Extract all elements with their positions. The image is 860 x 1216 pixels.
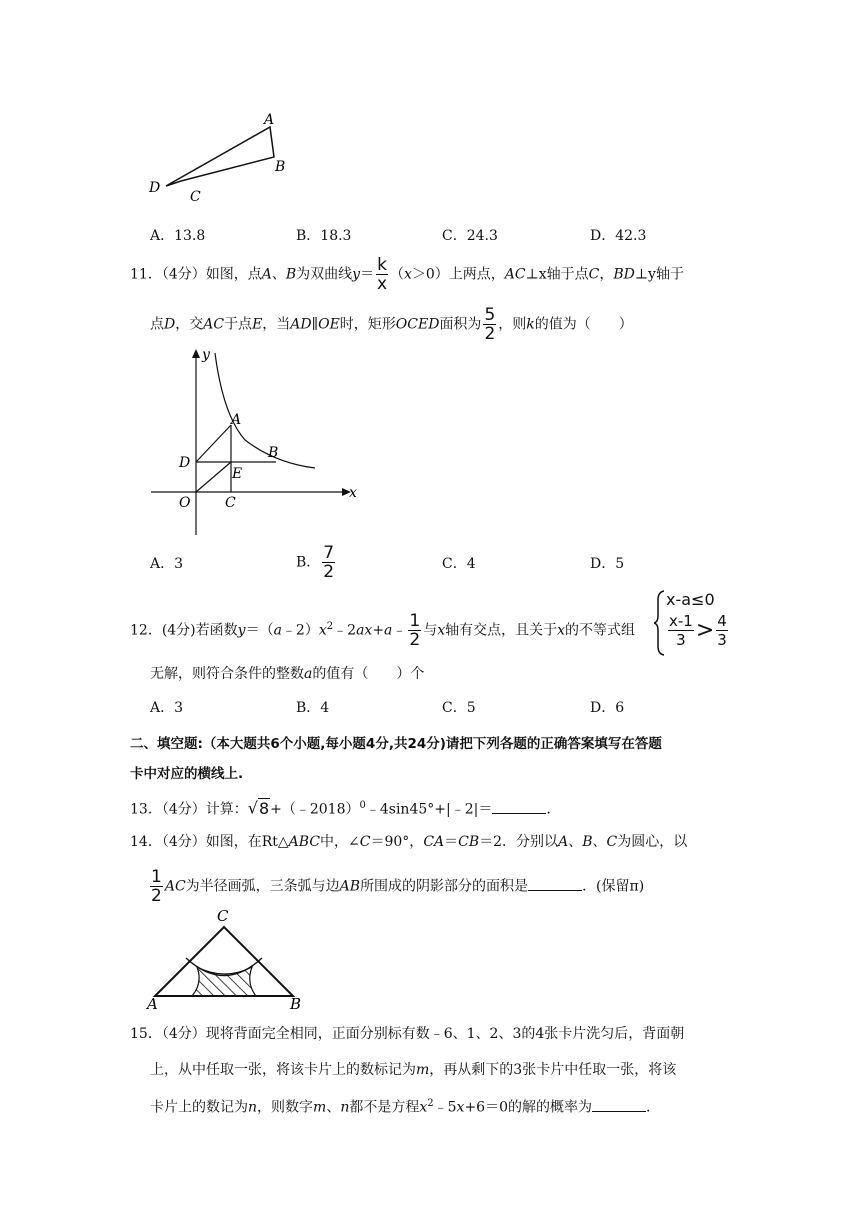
q11-text: 、: [271, 266, 286, 283]
q14-text: ．(保留π): [582, 878, 645, 895]
q11-fraction-k-over-x: [376, 256, 388, 293]
q11-frac-den: 2: [484, 324, 496, 344]
q14-label-a: A: [147, 995, 158, 1013]
q15-text: 上，从中任取一张，将该卡片上的数标记为: [150, 1062, 416, 1078]
q10-option-d: D．42.3: [590, 228, 647, 244]
q12-superscript: 2: [326, 620, 334, 632]
q11-point-c: C: [588, 266, 600, 283]
q11-stem-line2: [150, 306, 633, 343]
q11-stem-line1: [130, 256, 684, 293]
q12-frac-den: 2: [409, 630, 421, 650]
q14-var: CA: [423, 834, 445, 850]
q12-frac-den: 3: [717, 631, 727, 649]
q11-line-oe: [196, 462, 231, 492]
q12-option-a: A．3: [150, 700, 184, 716]
q11-frac-den: 2: [323, 562, 335, 582]
q10-figure: [140, 108, 300, 208]
q11-option-b-label: B．: [296, 554, 321, 571]
q12-text: 12．(4分)若函数: [130, 622, 238, 639]
q11-option-a: A．3: [150, 556, 184, 572]
q14-text: 为圆心，以: [617, 834, 688, 850]
q14-text: ＝2．分别以: [479, 834, 559, 850]
q12-text: ＝（: [245, 622, 274, 639]
q12-var: y: [237, 622, 246, 639]
q15-superscript: 2: [427, 1098, 434, 1109]
q12-frac-num: 1: [409, 611, 421, 631]
q11-label-o: O: [179, 495, 191, 511]
q12-system-line1: x-a≤0: [666, 590, 715, 609]
q15-var: n: [340, 1099, 350, 1116]
q11-text: ＝: [360, 266, 375, 283]
q11-option-c: C．4: [442, 556, 476, 572]
q11-point-d: D: [164, 316, 176, 333]
q11-label-y: y: [202, 347, 210, 363]
q11-text: 于点: [224, 316, 253, 333]
q12-text: ﹣2）: [281, 622, 319, 639]
q11-point-b: B: [285, 266, 297, 283]
q12-system-line2: [666, 612, 730, 649]
q11-text: ，则: [498, 316, 527, 333]
q11-text: 为双曲线: [296, 266, 353, 283]
q11-text: 时，矩形: [339, 316, 396, 333]
q12-inequality-system: [654, 588, 754, 658]
q14-figure: [145, 905, 315, 1013]
q12-text: +: [372, 622, 385, 639]
q13-text: 13．（4分）计算：: [130, 801, 248, 818]
q15-var: x: [456, 1099, 465, 1116]
q11-label-a: A: [231, 412, 242, 428]
q12-text: 轴有交点，且关于: [445, 622, 558, 639]
q14-text: 所围成的阴影部分的面积是: [360, 878, 529, 895]
q14-text: ＝90°，: [370, 834, 424, 850]
q11-parallel: AD∥OE: [290, 316, 340, 333]
q10-label-b: B: [275, 159, 286, 175]
q14-text: 中，∠: [320, 834, 360, 850]
q13-text: ﹣4sin45°+|﹣2|＝: [365, 801, 493, 818]
q12-option-c: C．5: [442, 700, 476, 716]
q11-text: 的值为（ ）: [534, 316, 633, 333]
q15-text: +6＝0的解的概率为: [464, 1099, 592, 1116]
q10-label-d: D: [149, 180, 161, 196]
q12-var: a: [273, 622, 282, 639]
q11-option-d: D．5: [590, 556, 625, 572]
q11-text: 轴于: [655, 266, 684, 283]
q12-text: 的不等式组: [565, 622, 636, 639]
q14-shaded-region: [192, 967, 256, 996]
q11-text: ，交: [175, 316, 204, 333]
q12-var: a: [384, 622, 393, 639]
q12-var: x: [557, 622, 566, 639]
q10-option-a: A．13.8: [150, 228, 206, 244]
q12-text: ﹣2: [333, 622, 357, 639]
q14-var: B: [582, 834, 593, 850]
q14-text: 为半径画弧，三条弧与边: [185, 878, 340, 895]
q11-point-a: A: [261, 266, 272, 283]
q14-answer-blank[interactable]: [528, 876, 582, 891]
q14-stem-line1: [130, 832, 687, 852]
q12-brace: [654, 590, 666, 656]
q11-frac-den: x: [376, 274, 388, 294]
q11-label-e: E: [232, 466, 243, 482]
q14-stem-line2: [148, 868, 644, 905]
q15-stem-line3: [150, 1094, 650, 1118]
q14-text: 、: [568, 834, 583, 850]
q11-seg-ac: AC: [203, 316, 225, 333]
q11-label-c: C: [225, 495, 236, 511]
q14-text: ＝: [444, 834, 459, 850]
q11-hyperbola: [215, 353, 315, 468]
q15-stem-line2: [150, 1060, 676, 1080]
q12-var: a: [304, 666, 313, 682]
q15-var: x: [419, 1099, 428, 1116]
q14-var: C: [359, 834, 371, 850]
q11-option-b-fraction: [322, 544, 335, 581]
q14-var: CB: [458, 834, 480, 850]
q11-option-b: [296, 544, 337, 581]
q11-text: ⊥x: [525, 266, 547, 283]
q12-gt-sign: >: [695, 618, 715, 643]
q11-point-e: E: [252, 316, 263, 333]
q14-text: 14．（4分）如图，在Rt△: [130, 834, 289, 850]
q13-answer-blank[interactable]: [492, 799, 546, 814]
q15-answer-blank[interactable]: [592, 1097, 646, 1112]
q12-half-fraction: [408, 612, 421, 649]
q12-text: 的值有（ ）个: [312, 666, 425, 682]
q11-label-b: B: [268, 445, 279, 461]
q15-text: .: [646, 1099, 651, 1116]
q14-label-b: B: [290, 995, 302, 1013]
q13-radicand: 8: [258, 798, 270, 818]
q11-figure: [145, 345, 365, 537]
q13-stem: [130, 796, 551, 820]
q12-text: 与: [423, 622, 438, 639]
q14-label-c: C: [217, 907, 229, 925]
q13-text: +（﹣2018）: [270, 801, 360, 818]
q15-text: 卡片上的数记为: [150, 1099, 248, 1116]
q11-text: ，: [599, 266, 614, 283]
q11-y-arrow: [192, 349, 200, 358]
q12-stem-line2: [150, 664, 424, 684]
q12-frac-num: 4: [717, 612, 727, 630]
q12-var: ax: [356, 622, 373, 639]
q13-text: .: [546, 801, 551, 818]
q11-text: 点: [150, 316, 164, 333]
q11-area-fraction: [483, 306, 496, 343]
q14-half-fraction: [150, 868, 163, 905]
q14-var: AB: [339, 878, 361, 895]
q10-label-c: C: [190, 189, 201, 205]
q10-quadrilateral: [166, 127, 274, 186]
q11-text: 轴于点: [546, 266, 589, 283]
q15-var: n: [248, 1099, 258, 1116]
q11-text: ，当: [262, 316, 291, 333]
q11-frac-num: 7: [323, 543, 335, 563]
q13-superscript: 0: [359, 800, 366, 811]
q12-frac-4-3: [716, 612, 728, 649]
q15-text: 、: [326, 1099, 341, 1116]
q10-label-a: A: [264, 112, 275, 128]
q11-text: ＞0）上两点，: [411, 266, 505, 283]
q12-frac-x-minus-1: [668, 612, 694, 649]
q14-frac-num: 1: [151, 867, 162, 887]
q11-var-k: k: [526, 316, 535, 333]
q11-text: ⊥y: [634, 266, 656, 283]
q12-frac-den: 3: [676, 631, 686, 649]
q11-label-d: D: [179, 455, 191, 471]
q11-seg-ac: AC: [504, 266, 526, 283]
q11-rect-oced: OCED: [395, 316, 440, 333]
q12-text: ﹣: [392, 622, 407, 639]
q14-frac-den: 2: [151, 886, 162, 906]
q15-text: 都不是方程: [349, 1099, 420, 1116]
q14-var: ABC: [288, 834, 321, 850]
q11-text: 面积为: [439, 316, 482, 333]
q11-seg-bd: BD: [613, 266, 635, 283]
q15-text: ，再从剩下的3张卡片中任取一张，将该: [429, 1062, 677, 1078]
section2-heading-line2: 卡中对应的横线上.: [130, 766, 244, 782]
q10-option-c: C．24.3: [442, 228, 498, 244]
q15-stem-line1: 15．（4分）现将背面完全相同，正面分别标有数﹣6、1、2、3的4张卡片洗匀后，背面朝: [130, 1026, 685, 1042]
q11-frac-num: k: [377, 255, 387, 275]
q11-frac-num: 5: [484, 305, 496, 325]
q15-var: m: [416, 1062, 430, 1078]
q14-var: C: [606, 834, 618, 850]
q15-text: ﹣5: [433, 1099, 457, 1116]
q14-text: 、: [592, 834, 607, 850]
q12-frac-num: x-1: [669, 612, 693, 630]
q12-option-b: B．4: [296, 700, 330, 716]
q12-var: x: [437, 622, 446, 639]
q11-var-y: y: [352, 266, 361, 283]
q12-var: x: [318, 622, 327, 639]
q11-line-da: [196, 425, 231, 462]
q15-text: ，则数字: [257, 1099, 314, 1116]
q11-text: 11．（4分）如图，点: [130, 266, 262, 283]
q12-stem-line1: [130, 612, 635, 649]
q12-option-d: D．6: [590, 700, 625, 716]
q10-option-b: B．18.3: [296, 228, 352, 244]
q11-label-x: x: [349, 485, 357, 501]
q14-var: A: [558, 834, 569, 850]
section2-heading-line1: 二、填空题:（本大题共6个小题,每小题4分,共24分)请把下列各题的正确答案填写在答题: [130, 736, 662, 752]
q14-var: AC: [164, 878, 186, 895]
q15-var: m: [313, 1099, 327, 1116]
q11-var-x: x: [403, 266, 412, 283]
q11-text: （: [389, 266, 404, 283]
sqrt-icon: √: [247, 798, 258, 818]
q12-text: 无解，则符合条件的整数: [150, 666, 304, 682]
